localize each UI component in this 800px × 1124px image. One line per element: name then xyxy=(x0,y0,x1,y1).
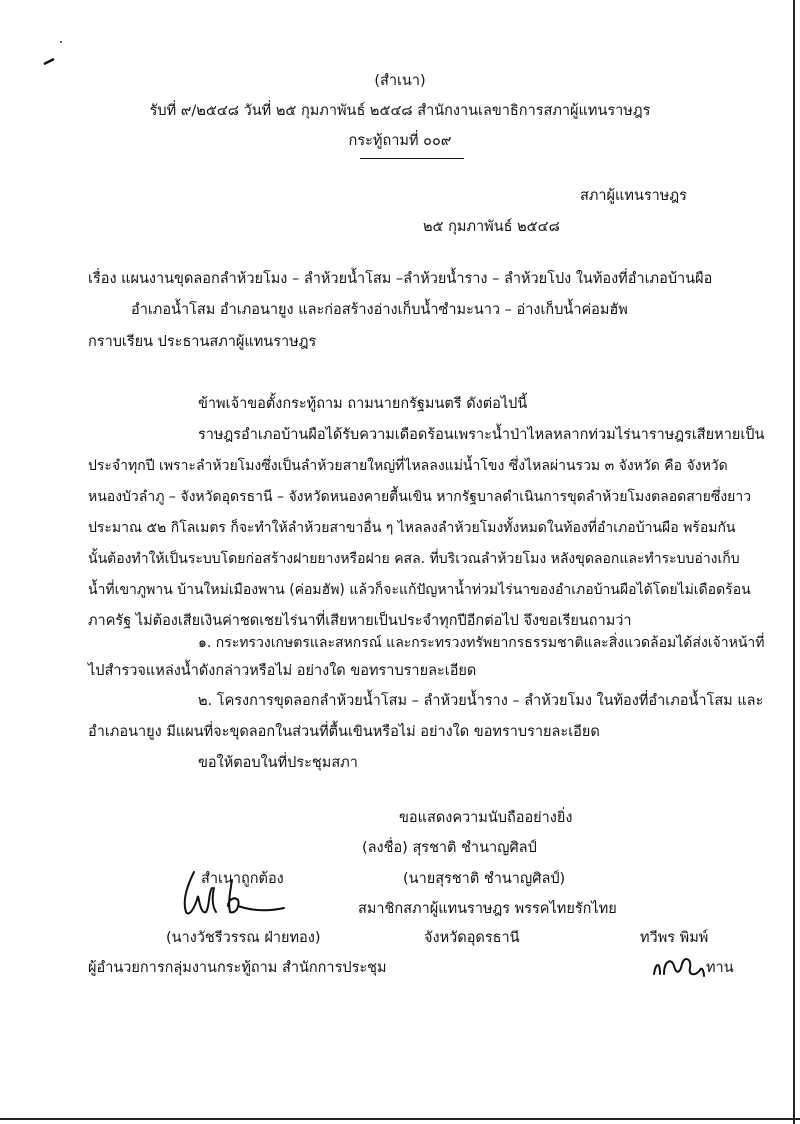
subject-line-1: เรื่อง แผนงานขุดลอกลำห้วยโมง – ลำห้วยน้ำโสม –ลำห้วยน้ำราง – ลำห้วยโปง ในท้องที่อำเภอบ้านผือ xyxy=(88,271,713,287)
proofreader-signature xyxy=(650,952,708,982)
certifier-signature xyxy=(178,866,298,922)
body-line: อำเภอนายูง มีแผนที่จะขุดลอกในส่วนที่ตื้นเขินหรือไม่ อย่างใด ขอทราบรายละเอียด xyxy=(88,724,600,740)
proofread-label: ทาน xyxy=(706,960,734,976)
closing-regards: ขอแสดงความนับถืออย่างยิ่ง xyxy=(399,810,573,826)
signer-province: จังหวัดอุดรธานี xyxy=(424,930,520,946)
header-divider xyxy=(360,158,464,159)
certified-copy-label: สำเนาถูกต้อง xyxy=(201,871,284,887)
body-line: ประมาณ ๕๒ กิโลเมตร ก็จะทำให้ลำห้วยสาขาอื่น ๆ ไหลลงลำห้วยโมงทั้งหมดในท้องที่อำเภอบ้านผือ พร้อมกัน xyxy=(88,520,736,536)
body-intro: ข้าพเจ้าขอตั้งกระทู้ถาม ถามนายกรัฐมนตรี ดังต่อไปนี้ xyxy=(198,396,528,412)
sender: สภาผู้แทนราษฎร xyxy=(580,188,687,204)
body-line: ราษฎรอำเภอบ้านผือได้รับความเดือดร้อนเพราะน้ำป่าไหลหลากท่วมไร่นาราษฎรเสียหายเป็น xyxy=(198,427,765,443)
question-item-1: ๑. กระทรวงเกษตรและสหกรณ์ และกระทรวงทรัพยากรธรรมชาติและสิ่งแวดล้อมได้ส่งเจ้าหน้าที่ xyxy=(198,635,765,651)
body-line: น้ำที่เขาภูพาน บ้านใหม่เมืองพาน (ค่อมฮัพ) แล้วก็จะแก้ปัญหาน้ำท่วมไร่นาของอำเภอบ้านผือได้โดยไม่เดือดร้อน xyxy=(88,582,751,598)
answer-request: ขอให้ตอบในที่ประชุมสภา xyxy=(198,755,358,771)
subject-line-2: อำเภอน้ำโสม อำเภอนายูง และก่อสร้างอ่างเก็บน้ำซำมะนาว – อ่างเก็บน้ำค่อมฮัพ xyxy=(131,302,628,318)
scan-edge-right xyxy=(793,0,795,1124)
document-date: ๒๕ กุมภาพันธ์ ๒๕๔๘ xyxy=(423,219,560,235)
signer-title: สมาชิกสภาผู้แทนราษฎร พรรคไทยรักไทย xyxy=(358,901,617,917)
certifier-name: (นางวัชรีวรรณ ฝ่ายทอง) xyxy=(166,930,321,946)
body-line: ไปสำรวจแหล่งน้ำดังกล่าวหรือไม่ อย่างใด ขอทราบรายละเอียด xyxy=(88,663,477,679)
scan-speck-mark xyxy=(40,38,64,68)
body-line: นั้นต้องทำให้เป็นระบบโดยก่อสร้างฝายยางหรือฝาย คสล. ที่บริเวณลำห้วยโมง หลังขุดลอกและทำระบบอ่างเก็บ xyxy=(88,551,740,567)
question-item-2: ๒. โครงการขุดลอกลำห้วยน้ำโสม – ลำห้วยน้ำราง – ลำห้วยโมง ในท้องที่อำเภอน้ำโสม และ xyxy=(198,693,764,709)
salutation: กราบเรียน ประธานสภาผู้แทนราษฎร xyxy=(88,334,317,350)
body-line: ประจำทุกปี เพราะลำห้วยโมงซึ่งเป็นลำห้วยสายใหญ่ที่ไหลลงแม่น้ำโขง ซึ่งไหลผ่านรวม ๓ จังหวัด คือ จังหวัด xyxy=(88,458,728,474)
scan-edge-bottom xyxy=(0,1118,800,1120)
body-line: ภาครัฐ ไม่ต้องเสียเงินค่าชดเชยไร่นาที่เสียหายเป็นประจำทุกปีอีกต่อไป จึงขอเรียนถามว่า xyxy=(88,613,632,629)
signed-by: (ลงชื่อ) สุรชาติ ชำนาญศิลป์ xyxy=(362,840,537,856)
copy-label: (สำเนา) xyxy=(374,73,426,89)
body-line: หนองบัวลำภู – จังหวัดอุดรธานี – จังหวัดหนองคายตื้นเขิน หากรัฐบาลดำเนินการขุดลำห้วยโมงตลอดสายซึ่งยาว xyxy=(88,489,752,505)
received-line: รับที่ ๙/๒๕๔๘ วันที่ ๒๕ กุมภาพันธ์ ๒๕๔๘ สำนักงานเลขาธิการสภาผู้แทนราษฎร xyxy=(149,103,651,119)
typist: ทวีพร พิมพ์ xyxy=(640,930,709,946)
question-number: กระทู้ถามที่ ๐๐๙ xyxy=(348,133,452,149)
certifier-position: ผู้อำนวยการกลุ่มงานกระทู้ถาม สำนักการประชุม xyxy=(88,960,387,976)
signer-name: (นายสุรชาติ ชำนาญศิลป์) xyxy=(403,871,566,887)
